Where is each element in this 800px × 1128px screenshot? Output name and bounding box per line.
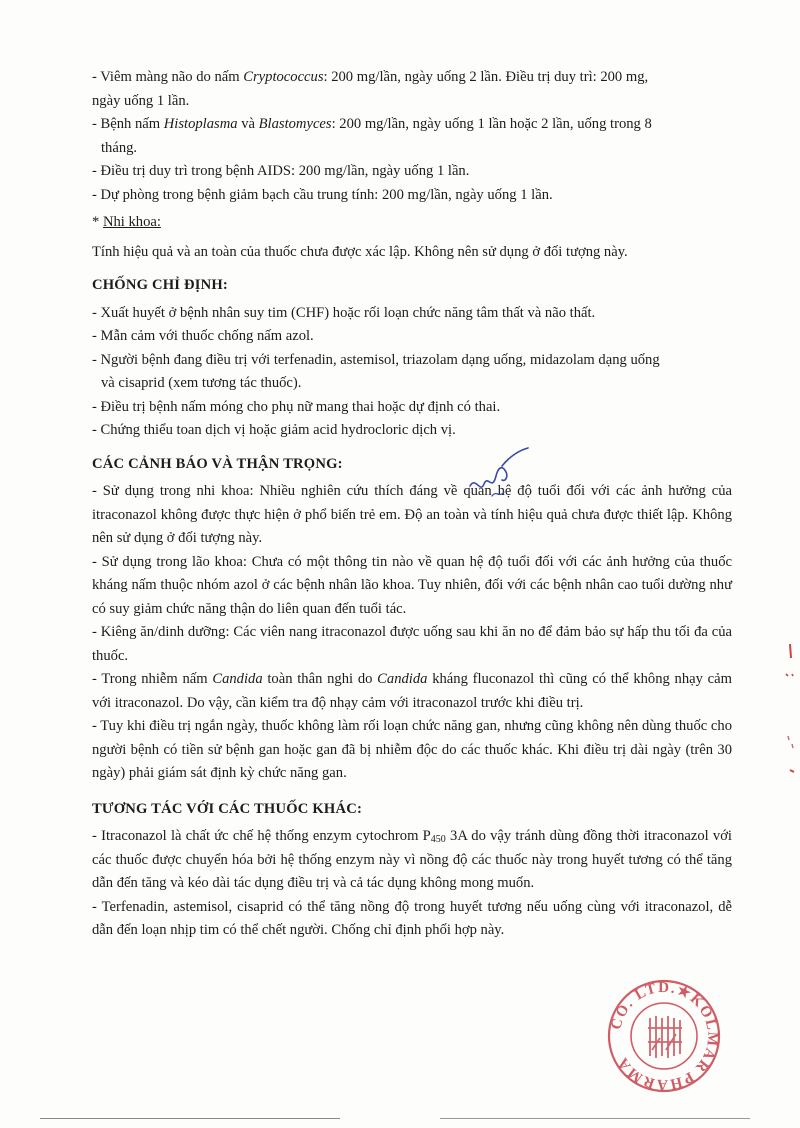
signature-mark bbox=[462, 446, 542, 506]
text-segment: : 200 mg/lần, ngày uống 2 lần. Điều trị duy trì: 200 mg, bbox=[323, 69, 649, 85]
text-segment: - Viêm màng não do nấm bbox=[92, 69, 244, 85]
text-segment: toàn thân nghi do bbox=[262, 671, 378, 687]
dosage-histoplasma bbox=[92, 113, 732, 137]
text-segment: - Trong nhiễm nấm bbox=[92, 671, 213, 687]
warning-liver: - Tuy khi điều trị ngắn ngày, thuốc không làm rối loạn chức năng gan, nhưng cũng không nên dùng thuốc cho người bệnh có tiền sử bệnh gan hoặc gan đã bị nhiễm độc do các thuốc khác. Khi điều trị dài ngày (trên 30 ngày) phải giám sát định kỳ chức năng gan. bbox=[92, 718, 732, 781]
company-stamp bbox=[606, 978, 722, 1094]
interactions-heading: TƯƠNG TÁC VỚI CÁC THUỐC KHÁC: bbox=[92, 800, 362, 817]
warning-diet: - Kiêng ăn/dinh dưỡng: Các viên nang itraconazol được uống sau khi ăn no để đảm bảo sự hấp thu tối đa của thuốc. bbox=[92, 624, 732, 664]
dosage-cryptococcus bbox=[92, 66, 732, 90]
subscript: 450 bbox=[430, 834, 446, 845]
contraindication-item: - Mẫn cảm với thuốc chống nấm azol. bbox=[92, 328, 314, 344]
contraindication-item: - Người bệnh đang điều trị với terfenadin, astemisol, triazolam dạng uống, midazolam dạng uống bbox=[92, 351, 660, 368]
italic-term: Candida bbox=[377, 671, 428, 687]
pediatrics-subheading bbox=[92, 211, 732, 235]
interaction-cytochrome bbox=[92, 825, 732, 896]
document-body bbox=[92, 66, 732, 943]
contraindication-item-cont: và cisaprid (xem tương tác thuốc). bbox=[101, 375, 302, 391]
pediatrics-text: Tính hiệu quả và an toàn của thuốc chưa được xác lập. Không nên sử dụng ở đối tượng này. bbox=[92, 243, 628, 260]
bottom-rule-right bbox=[440, 1118, 750, 1119]
text-segment: - Bệnh nấm bbox=[92, 116, 164, 132]
warning-geriatrics: - Sử dụng trong lão khoa: Chưa có một thông tin nào về quan hệ độ tuổi đối với các ảnh hưởng của thuốc kháng nấm thuộc nhóm azol ở các bệnh nhân lão khoa. Tuy nhiên, đối với các bệnh nhân cao tuổi dường như có suy giảm chức năng thận do liên quan đến tuổi tác. bbox=[92, 553, 732, 617]
dosage-aids: - Điều trị duy trì trong bệnh AIDS: 200 mg/lần, ngày uống 1 lần. bbox=[92, 163, 470, 179]
warning-candida bbox=[92, 668, 732, 715]
bottom-rule-left bbox=[40, 1118, 340, 1119]
contraindication-item: - Chứng thiểu toan dịch vị hoặc giảm acid hydrocloric dịch vị. bbox=[92, 422, 456, 438]
svg-text:CO. LTD.★KOLMAR PHARMA: CO. LTD.★KOLMAR PHARMA bbox=[608, 979, 721, 1093]
text-segment: kháng fluconazol thì cũng có thể không nhạy cảm với itraconazol. Do vậy, cần kiểm tra độ nhạy cảm với itraconazol trước khi điều trị. bbox=[92, 671, 732, 711]
text-segment: - Itraconazol là chất ức chế hệ thống enzym cytochrom P bbox=[92, 828, 431, 844]
text-segment: 3A do vậy tránh dùng đồng thời itraconazol với các thuốc được chuyển hóa bởi hệ thống enzym này vì nồng độ các thuốc này trong huyết tương có thể tăng dẫn đến tăng và kéo dài tác dụng điều trị và cả tác dụng không mong muốn. bbox=[92, 828, 732, 891]
asterisk: * bbox=[92, 214, 103, 230]
warning-pediatrics: - Sử dụng trong nhi khoa: Nhiều nghiên cứu thích đáng về quan hệ độ tuổi đối với các ảnh hưởng của itraconazol không được thực hiện ở phổ biến trẻ em. Độ an toàn và tính hiệu quả chưa được thiết lập. Không nên sử dụng ở đối tượng này. bbox=[92, 483, 732, 546]
italic-term: Candida bbox=[212, 671, 263, 687]
pediatrics-label: Nhi khoa: bbox=[102, 214, 161, 230]
contraindication-item: - Xuất huyết ở bệnh nhân suy tim (CHF) hoặc rối loạn chức năng tâm thất và não thất. bbox=[92, 304, 596, 321]
text-segment: và bbox=[237, 116, 259, 132]
italic-term: Histoplasma bbox=[163, 116, 238, 132]
dosage-histoplasma-cont: tháng. bbox=[101, 139, 138, 156]
italic-term: Blastomyces bbox=[258, 116, 332, 132]
margin-marks bbox=[778, 640, 798, 780]
dosage-cryptococcus-cont: ngày uống 1 lần. bbox=[92, 92, 190, 109]
contraindications-heading: CHỐNG CHỈ ĐỊNH: bbox=[92, 277, 228, 293]
interaction-terfenadin: - Terfenadin, astemisol, cisaprid có thể tăng nồng độ trong huyết tương nếu uống cùng với itraconazol, dễ dẫn đến loạn nhịp tim có thể chết người. Chống chỉ định phối hợp này. bbox=[92, 898, 732, 938]
contraindication-item: - Điều trị bệnh nấm móng cho phụ nữ mang thai hoặc dự định có thai. bbox=[92, 398, 501, 415]
dosage-neutropenia: - Dự phòng trong bệnh giảm bạch cầu trung tính: 200 mg/lần, ngày uống 1 lần. bbox=[92, 186, 553, 203]
text-segment: : 200 mg/lần, ngày uống 1 lần hoặc 2 lần, uống trong 8 bbox=[331, 116, 652, 132]
warnings-heading: CÁC CẢNH BÁO VÀ THẬN TRỌNG: bbox=[92, 455, 343, 472]
italic-term: Cryptococcus bbox=[243, 69, 324, 85]
